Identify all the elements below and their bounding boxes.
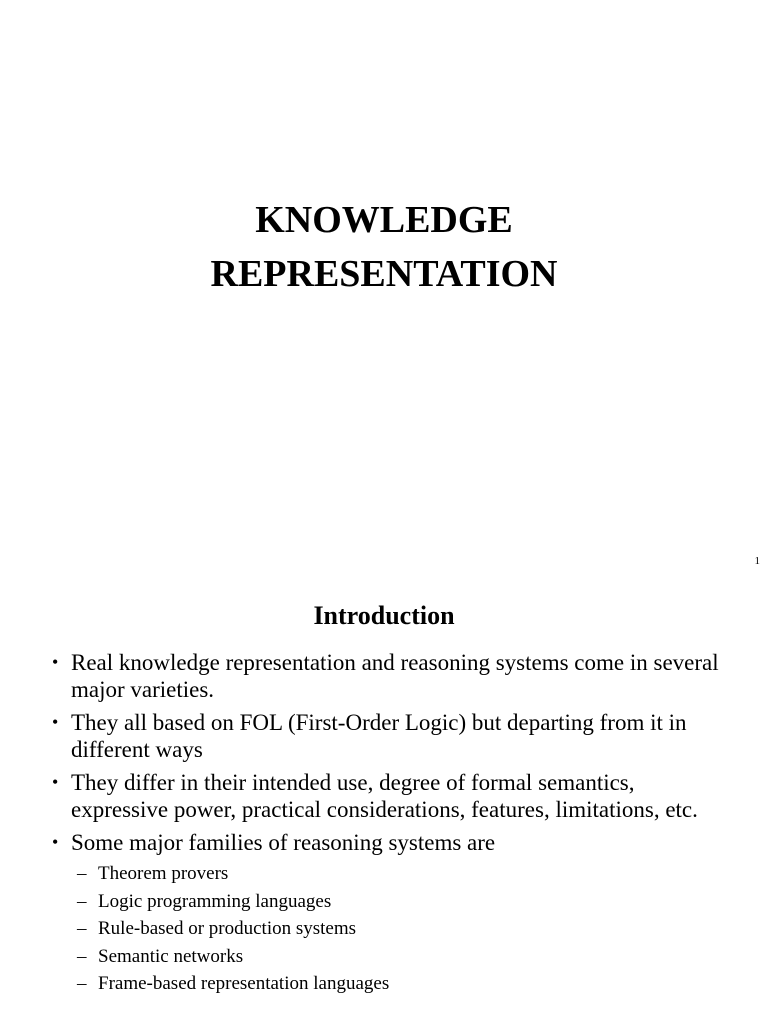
sub-list-item	[71, 860, 722, 888]
slide-heading: Introduction	[313, 601, 455, 630]
bullet-icon: •	[52, 652, 59, 672]
slide-title-line-2: REPRESENTATION	[210, 253, 558, 295]
slide-2	[0, 576, 768, 1024]
bullet-item	[52, 709, 722, 763]
bullet-list	[52, 649, 722, 1004]
bullet-text: They all based on FOL (First-Order Logic) but departing from it in different ways	[71, 710, 687, 762]
sub-list-item	[71, 970, 722, 998]
sub-list-item	[71, 888, 722, 916]
bullet-icon: •	[52, 832, 59, 852]
bullet-item	[52, 769, 722, 823]
bullet-text: Real knowledge representation and reasoning systems come in several major varieties.	[71, 650, 719, 702]
dash-icon: –	[77, 945, 87, 967]
bullet-item	[52, 829, 722, 998]
sub-list-text: Theorem provers	[98, 863, 229, 884]
bullet-icon: •	[52, 772, 59, 792]
bullet-text: They differ in their intended use, degree of formal semantics, expressive power, practical considerations, features, limitations, etc.	[71, 770, 698, 822]
sub-list-text: Frame-based representation languages	[98, 973, 390, 994]
slide-title-line-1: KNOWLEDGE	[255, 199, 513, 241]
dash-icon: –	[77, 890, 87, 912]
dash-icon: –	[77, 863, 87, 884]
slide-title	[0, 193, 768, 301]
page-number: 1	[754, 555, 760, 567]
sub-list	[71, 860, 722, 998]
sub-list-text: Semantic networks	[98, 945, 244, 967]
bullet-item	[52, 649, 722, 703]
bullet-text: Some major families of reasoning systems are	[71, 830, 496, 855]
dash-icon: –	[77, 918, 87, 939]
sub-list-item	[71, 915, 722, 943]
sub-list-item	[71, 943, 722, 971]
sub-list-text: Logic programming languages	[98, 890, 332, 912]
sub-list-text: Rule-based or production systems	[98, 918, 357, 939]
bullet-icon: •	[52, 712, 59, 732]
dash-icon: –	[77, 973, 87, 994]
